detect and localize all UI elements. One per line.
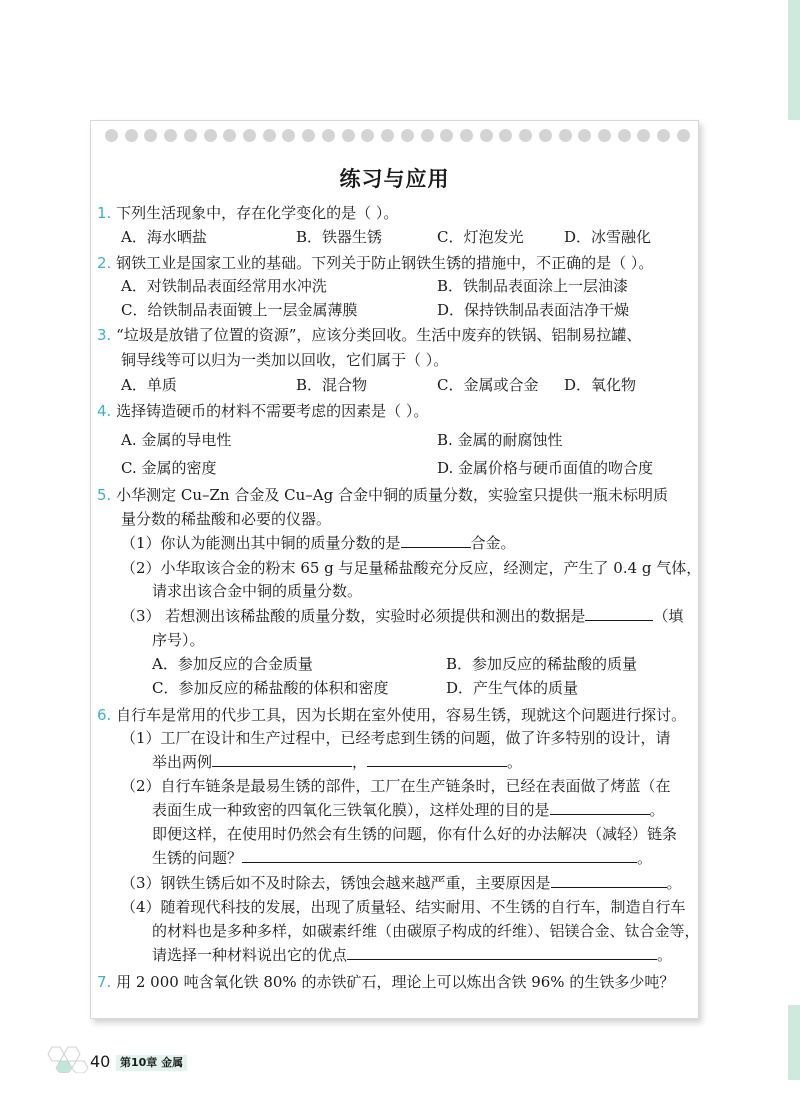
question-2	[97, 253, 653, 273]
period: 。	[666, 874, 682, 892]
binder-hole	[578, 129, 591, 142]
sub-question-3-cont: 序号）。	[152, 631, 205, 649]
question-number: 1.	[97, 204, 112, 222]
question-stem: 钢铁工业是国家工业的基础。下列关于防止钢铁生锈的措施中，不正确的是（ ）。	[116, 254, 654, 272]
binder-holes	[105, 129, 690, 145]
period: 。	[649, 801, 665, 819]
option-b: B．铁器生锈	[296, 228, 383, 246]
option-c: C．参加反应的稀盐酸的体积和密度	[152, 679, 389, 697]
period: 。	[657, 946, 673, 964]
answer-blank[interactable]	[550, 800, 650, 815]
sub-question-4: （4）随着现代科技的发展，出现了质量轻、结实耐用、不生锈的自行车，制造自行车	[121, 898, 686, 916]
answer-blank[interactable]	[242, 848, 637, 863]
edge-tab-top	[788, 0, 800, 120]
sub-question-text: （填	[653, 607, 684, 625]
binder-hole	[657, 129, 670, 142]
answer-blank[interactable]	[585, 606, 653, 621]
question-number: 3.	[97, 326, 112, 344]
binder-hole	[598, 129, 611, 142]
question-4	[97, 401, 428, 421]
question-stem: “垃圾是放错了位置的资源”，应该分类回收。生活中废弃的铁锅、铝制易拉罐、	[116, 326, 642, 344]
binder-hole	[342, 129, 355, 142]
question-stem-cont: 铜导线等可以归为一类加以回收，它们属于（ ）。	[121, 351, 449, 369]
sub-question-text: 请选择一种材料说出它的优点	[152, 946, 348, 964]
answer-blank[interactable]	[401, 533, 471, 548]
binder-hole	[460, 129, 473, 142]
sub-question-2-cont	[152, 800, 665, 820]
binder-hole	[559, 129, 572, 142]
sub-question-text: 生锈的问题？	[152, 849, 243, 867]
binder-hole	[401, 129, 414, 142]
period: 。	[637, 849, 653, 867]
answer-blank[interactable]	[367, 752, 507, 767]
binder-hole	[164, 129, 177, 142]
option-b: B. 金属的耐腐蚀性	[437, 431, 563, 449]
question-5	[97, 485, 668, 505]
option-d: D．产生气体的质量	[446, 679, 579, 697]
sub-question-2-cont	[152, 848, 652, 868]
period: 。	[507, 753, 523, 771]
option-a: A．单质	[121, 376, 177, 394]
sub-question-text: 举出两例	[152, 753, 213, 771]
question-number: 5.	[97, 486, 112, 504]
question-stem-cont: 量分数的稀盐酸和必要的仪器。	[121, 510, 332, 528]
option-d: D．保持铁制品表面洁净干燥	[437, 301, 630, 319]
sub-question-2: （2）小华取该合金的粉末 65 g 与足量稀盐酸充分反应，经测定，产生了 0.4 g 气体，	[121, 559, 702, 577]
sub-question-text: （3） 若想测出该稀盐酸的质量分数，实验时必须提供和测出的数据是	[121, 607, 586, 625]
question-number: 2.	[97, 254, 112, 272]
sub-question-4-cont: 的材料也是多种多样，如碳素纤维（由碳原子构成的纤维）、铝镁合金、钛合金等，	[152, 922, 700, 940]
question-1	[97, 203, 398, 223]
sub-question-2: （2）自行车链条是最易生锈的部件，工厂在生产链条时，已经在表面做了烤蓝（在	[121, 777, 671, 795]
binder-hole	[381, 129, 394, 142]
option-c: C．灯泡发光	[437, 228, 524, 246]
binder-hole	[223, 129, 236, 142]
question-stem: 小华测定 Cu–Zn 合金及 Cu–Ag 合金中铜的质量分数，实验室只提供一瓶未标明质	[116, 486, 668, 504]
sub-question-1-cont	[152, 752, 522, 772]
binder-hole	[480, 129, 493, 142]
binder-hole	[440, 129, 453, 142]
binder-hole	[184, 129, 197, 142]
binder-hole	[539, 129, 552, 142]
page-number: 40	[90, 1052, 111, 1071]
question-stem: 下列生活现象中，存在化学变化的是（ ）。	[116, 204, 399, 222]
binder-hole	[105, 129, 118, 142]
exercise-card	[90, 120, 702, 1019]
option-c: C．金属或合金	[437, 376, 539, 394]
option-c: C．给铁制品表面镀上一层金属薄膜	[121, 301, 358, 319]
sub-question-text: （1）你认为能测出其中铜的质量分数的是	[121, 534, 401, 552]
question-stem: 自行车是常用的代步工具，因为长期在室外使用，容易生锈，现就这个问题进行探讨。	[116, 706, 687, 724]
sub-question-2-cont: 请求出该合金中铜的质量分数。	[152, 582, 363, 600]
question-number: 4.	[97, 402, 112, 420]
chapter-label: 第10章 金属	[116, 1055, 187, 1071]
option-c: C. 金属的密度	[121, 459, 217, 477]
question-number: 7.	[97, 973, 112, 991]
option-a: A．对铁制品表面经常用水冲洗	[121, 277, 327, 295]
answer-blank[interactable]	[212, 752, 352, 767]
option-a: A. 金属的导电性	[121, 431, 232, 449]
page-title: 练习与应用	[339, 167, 450, 191]
binder-hole	[637, 129, 650, 142]
sub-question-text: 表面生成一种致密的四氧化三铁氧化膜），这样处理的目的是	[152, 801, 550, 819]
binder-hole	[302, 129, 315, 142]
binder-hole	[519, 129, 532, 142]
question-7	[97, 972, 674, 992]
sub-question-text: （3）钢铁生锈后如不及时除去，锈蚀会越来越严重，主要原因是	[121, 874, 551, 892]
binder-hole	[243, 129, 256, 142]
option-d: D．氧化物	[564, 376, 637, 394]
binder-hole	[322, 129, 335, 142]
option-b: B．混合物	[296, 376, 368, 394]
sub-question-3	[121, 606, 683, 626]
sub-question-1: （1）工厂在设计和生产过程中，已经考虑到生锈的问题，做了许多特别的设计，请	[121, 729, 671, 747]
sub-question-1	[121, 533, 516, 553]
option-d: D. 金属价格与硬币面值的吻合度	[437, 459, 654, 477]
binder-hole	[125, 129, 138, 142]
separator: ，	[352, 753, 368, 771]
question-number: 6.	[97, 706, 112, 724]
option-a: A．参加反应的合金质量	[152, 655, 313, 673]
sub-question-4-cont	[152, 945, 672, 965]
sub-question-2-cont: 即便这样，在使用时仍然会有生锈的问题，你有什么好的办法解决（减轻）链条	[152, 825, 678, 843]
question-stem: 用 2 000 吨含氧化铁 80% 的赤铁矿石，理论上可以炼出含铁 96% 的生铁多少吨？	[116, 973, 675, 991]
binder-hole	[282, 129, 295, 142]
answer-blank[interactable]	[551, 873, 667, 888]
binder-hole	[144, 129, 157, 142]
question-stem: 选择铸造硬币的材料不需要考虑的因素是（ ）。	[116, 402, 429, 420]
sub-question-3	[121, 873, 682, 893]
hexagon-decoration-icon	[44, 1045, 90, 1073]
option-d: D．冰雪融化	[564, 228, 652, 246]
option-a: A．海水晒盐	[121, 228, 207, 246]
question-3	[97, 325, 641, 345]
binder-hole	[263, 129, 276, 142]
option-b: B．参加反应的稀盐酸的质量	[446, 655, 638, 673]
binder-hole	[204, 129, 217, 142]
binder-hole	[677, 129, 690, 142]
sub-question-text: 合金。	[470, 534, 516, 552]
question-6	[97, 705, 686, 725]
binder-hole	[361, 129, 374, 142]
option-b: B．铁制品表面涂上一层油漆	[437, 277, 629, 295]
answer-blank[interactable]	[347, 945, 657, 960]
binder-hole	[421, 129, 434, 142]
edge-tab-bottom	[788, 1005, 800, 1080]
binder-hole	[499, 129, 512, 142]
binder-hole	[618, 129, 631, 142]
